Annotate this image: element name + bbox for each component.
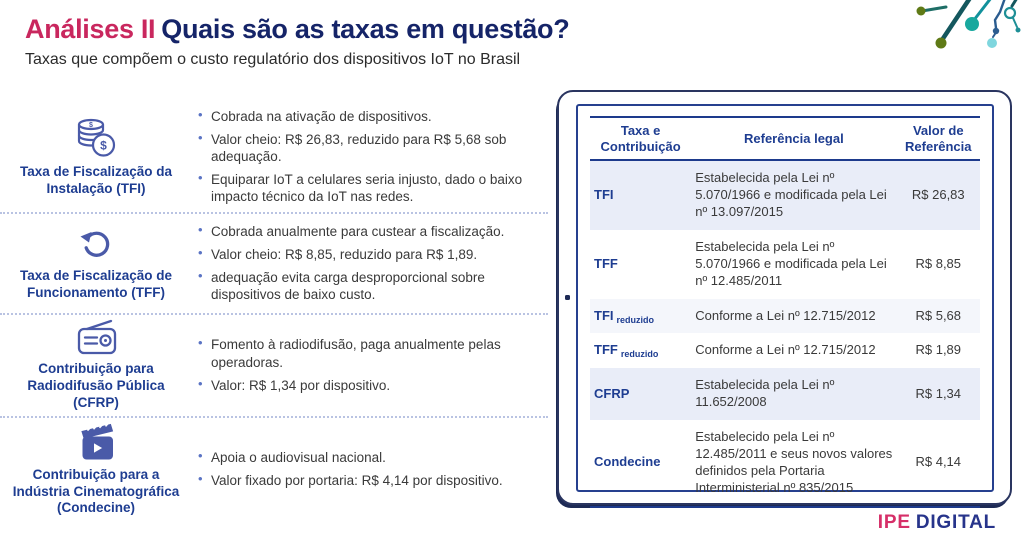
column-header-taxa: Taxa e Contribuição	[590, 117, 691, 160]
clapperboard-icon	[75, 422, 117, 462]
section-condecine-bullets	[196, 444, 548, 494]
tax-name: TFI	[594, 187, 614, 203]
legal-reference: Estabelecida pela Lei nº 5.070/1966 e modificada pela Lei nº 13.097/2015	[695, 170, 887, 219]
section-tfi-title: Taxa de Fiscalização da Instalação (TFI)	[19, 163, 173, 196]
svg-text:$: $	[89, 121, 93, 129]
column-header-referencia-legal: Referência legal	[691, 117, 896, 160]
section-condecine	[0, 416, 548, 522]
page-subtitle: Taxas que compõem o custo regulatório dos dispositivos IoT no Brasil	[25, 51, 521, 68]
section-tfi-label	[0, 113, 192, 202]
reference-value: R$ 4,14	[915, 454, 962, 470]
coins-icon	[72, 117, 120, 159]
table-row-tfi-reduzido	[590, 299, 980, 334]
section-tff-label	[0, 222, 192, 306]
table-row-condecine	[590, 420, 980, 507]
section-tff-bullets	[196, 218, 548, 308]
tax-name: Condecine	[594, 454, 661, 470]
section-cfrp-bullets	[196, 331, 548, 399]
tablet-screen	[576, 104, 994, 495]
title-accent: Análises II	[25, 14, 156, 44]
bullet: • Cobrada anualmente para custear a fiscalização.	[196, 223, 540, 241]
table-row-tff	[590, 230, 980, 299]
table-row-tff-reduzido	[590, 333, 980, 368]
ipe-digital-logo	[878, 512, 996, 534]
bullet: • Valor cheio: R$ 8,85, reduzido para R$ 1,89.	[196, 246, 540, 264]
network-decoration-graphic	[912, 0, 1024, 54]
svg-text:$: $	[100, 138, 107, 153]
page-title	[25, 14, 785, 45]
section-cfrp-label	[0, 315, 192, 416]
reference-value: R$ 5,68	[915, 307, 962, 323]
legal-reference: Conforme a Lei nº 12.715/2012	[695, 342, 876, 358]
section-tff	[0, 212, 548, 313]
table-row-tfi	[590, 160, 980, 230]
bullet: • Apoia o audiovisual nacional.	[196, 449, 540, 467]
section-condecine-label	[0, 418, 192, 522]
column-header-valor: Valor de Referência	[897, 117, 980, 160]
section-cfrp	[0, 313, 548, 416]
slide-header	[25, 14, 785, 69]
reference-value: R$ 1,34	[915, 385, 962, 401]
reference-value: R$ 26,83	[911, 187, 965, 203]
logo-accent: IPE	[877, 512, 911, 533]
section-tfi-bullets	[196, 103, 548, 211]
bullet: • Valor fixado por portaria: R$ 4,14 por dispositivo.	[196, 472, 540, 490]
legal-reference: Estabelecida pela Lei nº 11.652/2008	[695, 377, 835, 410]
logo-main: DIGITAL	[915, 512, 996, 533]
legal-reference: Estabelecida pela Lei nº 5.070/1966 e modificada pela Lei nº 12.485/2011	[695, 238, 887, 288]
bullet: • Fomento à radiodifusão, paga anualmente pelas operadoras.	[196, 336, 540, 371]
tax-reference-table	[590, 116, 980, 508]
network-nodes-icon	[912, 0, 1024, 54]
tax-name: TFI	[594, 307, 614, 323]
tablet-frame	[557, 90, 1012, 505]
tax-name-subscript: reduzido	[620, 349, 659, 360]
bullet: • Cobrada na ativação de dispositivos.	[196, 108, 540, 126]
tax-sections-list	[0, 102, 548, 521]
tablet-camera-dot	[565, 295, 570, 300]
section-tfi	[0, 102, 548, 212]
reference-value: R$ 1,89	[915, 342, 962, 358]
title-main: Quais são as taxas em questão?	[161, 14, 570, 44]
tax-name: CFRP	[594, 385, 630, 401]
tax-name-subscript: reduzido	[616, 314, 654, 325]
bullet: • adequação evita carga desproporcional sobre dispositivos de baixo custo.	[196, 269, 540, 304]
tax-name: TFF	[594, 255, 618, 271]
section-cfrp-title: Contribuição para Radiodifusão Pública (CFRP)	[27, 361, 165, 410]
section-condecine-title: Contribuição para a Indústria Cinematográfica (Condecine)	[12, 466, 180, 516]
reference-value: R$ 8,85	[915, 255, 962, 271]
table-row-cfrp	[590, 368, 980, 420]
bullet: • Valor cheio: R$ 26,83, reduzido para R$ 5,68 sob adequação.	[196, 131, 540, 166]
radio-icon	[73, 319, 119, 356]
section-tff-title: Taxa de Fiscalização de Funcionamento (TFF)	[19, 267, 173, 300]
legal-reference: Estabelecido pela Lei nº 12.485/2011 e seus novos valores definidos pela Portaria Interministerial nº 835/2015	[695, 429, 893, 495]
tax-name: TFF	[594, 342, 618, 358]
legal-reference: Conforme a Lei nº 12.715/2012	[695, 307, 876, 323]
bullet: • Equiparar IoT a celulares seria injusto, dado o baixo impacto técnico da IoT nas redes.	[196, 171, 540, 206]
bullet: • Valor: R$ 1,34 por dispositivo.	[196, 377, 540, 395]
table-header-row	[590, 117, 980, 160]
refresh-icon	[78, 226, 115, 263]
